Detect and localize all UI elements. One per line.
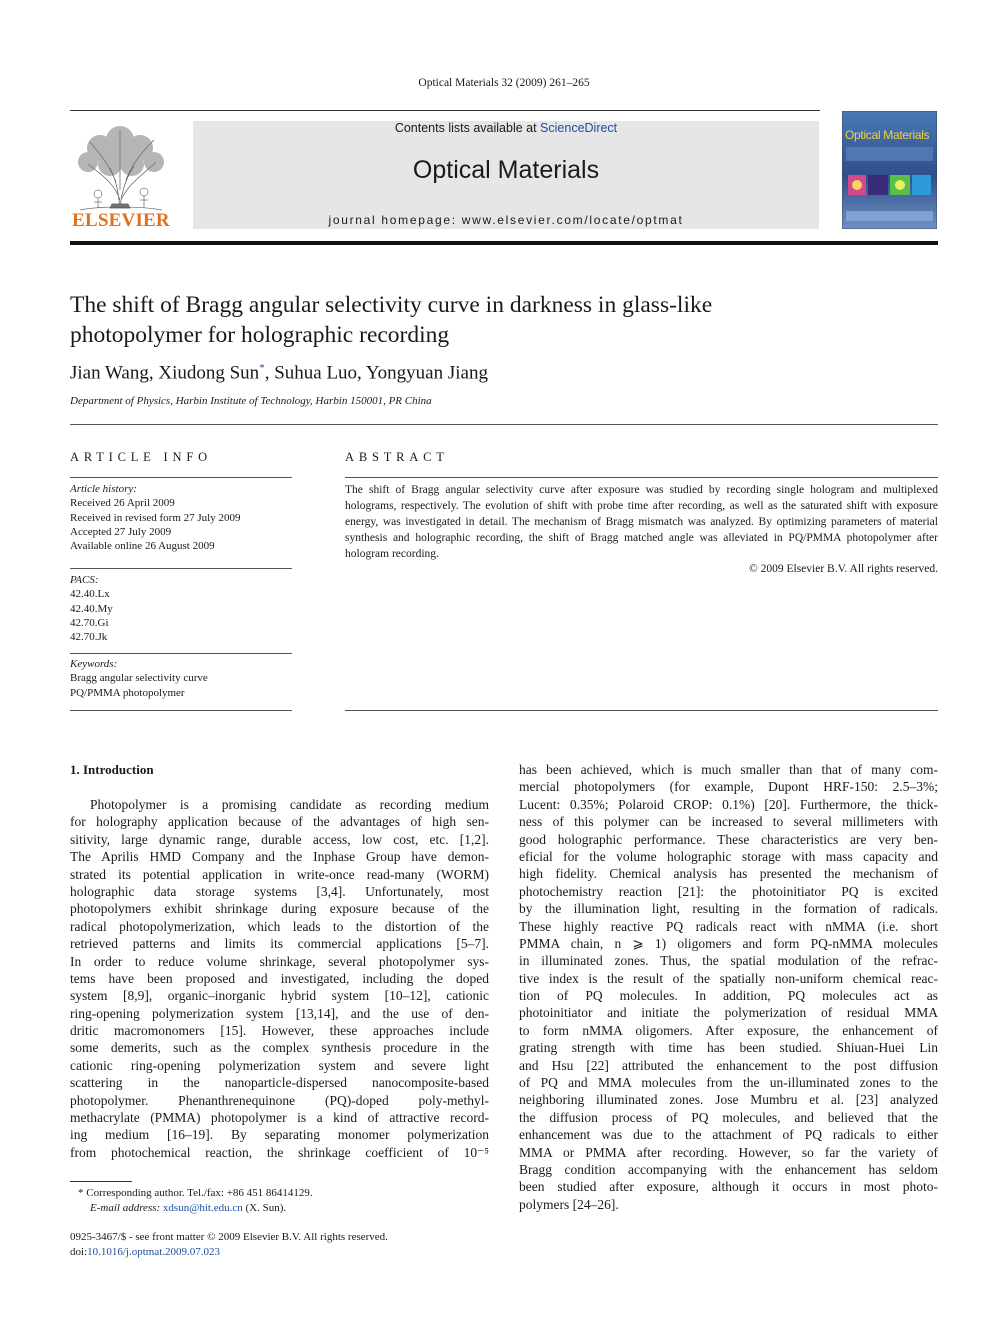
history-item: Accepted 27 July 2009 bbox=[70, 525, 172, 538]
history-item: Received in revised form 27 July 2009 bbox=[70, 511, 241, 524]
email-suffix: (X. Sun). bbox=[242, 1201, 287, 1214]
keywords-list bbox=[70, 657, 292, 700]
body-text-line: Photopolymer is a promising candidate as recording medium bbox=[90, 797, 489, 812]
header-rule bbox=[70, 110, 820, 111]
affiliation: Department of Physics, Harbin Institute of Technology, Harbin 150001, PR China bbox=[70, 395, 432, 407]
article-info-heading: ARTICLE INFO bbox=[70, 450, 212, 464]
body-text-line: cationic ring-opening polymerization system and severe light bbox=[70, 1057, 489, 1073]
keywords-label: Keywords: bbox=[70, 658, 118, 670]
body-text-line: system [8,9], organic–inorganic hybrid system [10–12], cationic bbox=[70, 988, 489, 1004]
body-text-line: high fidelity. Chemical analysis has presented the mechanism of bbox=[519, 866, 938, 882]
body-text-line: methacrylate (PMMA) photopolymer is a kind of attractive record- bbox=[70, 1110, 489, 1126]
doi-link[interactable]: 10.1016/j.optmat.2009.07.023 bbox=[87, 1245, 221, 1258]
journal-name: Optical Materials bbox=[412, 156, 600, 184]
body-text-line: mercial photopolymers (for example, Dupont HRF-150: 2.5–3%; bbox=[519, 779, 938, 795]
body-text-line: for holography application because of the advantages of high sen- bbox=[70, 814, 489, 830]
footnote-corresponding: * Corresponding author. Tel./fax: +86 451 86414129. bbox=[78, 1187, 313, 1199]
pacs-item: 42.70.Gi bbox=[70, 616, 109, 629]
body-text-line: and Hsu [22] attributed the enhancement to the post diffusion bbox=[519, 1057, 938, 1073]
body-column-right bbox=[519, 761, 938, 1213]
author-list bbox=[70, 362, 870, 384]
body-text-line: These highly reactive PQ radicals react with nMMA (i.e. short bbox=[519, 918, 938, 934]
body-text-line: tion of PQ molecules. In addition, PQ molecules act as bbox=[519, 988, 938, 1004]
running-head: Optical Materials 32 (2009) 261–265 bbox=[418, 77, 590, 89]
body-text-line: polymers [24–26]. bbox=[519, 1196, 619, 1212]
divider bbox=[345, 710, 938, 711]
divider bbox=[70, 653, 292, 654]
body-text-line: strated its potential application in write-once read-many (WORM) bbox=[70, 866, 489, 882]
contents-line bbox=[193, 121, 819, 135]
history-item: Available online 26 August 2009 bbox=[70, 540, 215, 553]
body-text-line: been studied after exposure, although it occurs in most photo- bbox=[519, 1179, 938, 1195]
body-text-line: retrieved patterns and limits its commercial applications [5–7]. bbox=[70, 936, 489, 952]
sciencedirect-link[interactable]: ScienceDirect bbox=[540, 121, 618, 135]
email-link[interactable]: xdsun@hit.edu.cn bbox=[162, 1201, 243, 1214]
authors-first: Jian Wang, Xiudong Sun bbox=[70, 362, 260, 384]
body-text-line: ring-opening polymerization system [13,14], and the use of den- bbox=[70, 1005, 489, 1021]
body-text-line: The Aprilis HMD Company and the Inphase Group have demon- bbox=[70, 849, 489, 865]
homepage-url-link[interactable]: www.elsevier.com/locate/optmat bbox=[461, 213, 684, 227]
body-text-line: good holographic performance. These characteristics are very ben- bbox=[519, 831, 938, 847]
body-text-line: photochemistry reaction [21]: the photoinitiator PQ is excited bbox=[519, 883, 938, 899]
corresponding-author-mark[interactable]: * bbox=[259, 362, 265, 374]
body-text-line: photopolymer. Phenanthrenequinone (PQ)-doped poly-methyl- bbox=[70, 1092, 489, 1108]
article-title-line: photopolymer for holographic recording bbox=[70, 322, 450, 348]
body-text-line: by the illumination light, resulting in the formation of radicals. bbox=[519, 901, 938, 917]
history-item: Received 26 April 2009 bbox=[70, 497, 175, 510]
article-title-line: The shift of Bragg angular selectivity curve in darkness in glass-like bbox=[70, 292, 713, 318]
pacs-list bbox=[70, 573, 292, 644]
body-text-line: neighboring illuminated zones. Jose Mumbru et al. [23] analyzed bbox=[519, 1092, 938, 1108]
body-text-line: radical photopolymerization, which leads to the distortion of the bbox=[70, 918, 489, 934]
body-text-line: some demerits, such as the complex synthesis procedure in the bbox=[70, 1040, 489, 1056]
body-text-line: grating strength with time has been studied. Shiuan-Huei Lin bbox=[519, 1040, 938, 1056]
body-text-line: tems have been proposed and investigated, including the doped bbox=[70, 970, 489, 986]
body-text-line: sitivity, large dynamic range, durable access, low cost, etc. [1,2]. bbox=[70, 831, 489, 847]
footnote bbox=[70, 1186, 490, 1215]
divider bbox=[70, 710, 292, 711]
cover-title: Optical Materials bbox=[845, 128, 930, 142]
body-text-line: holographic data storage systems [3,4]. Unfortunately, most bbox=[70, 883, 489, 899]
publication-info bbox=[70, 1230, 570, 1259]
elsevier-wordmark: ELSEVIER bbox=[72, 210, 170, 231]
divider bbox=[70, 424, 938, 425]
section-heading-introduction: 1. Introduction bbox=[70, 762, 154, 777]
body-text-line: In order to reduce volume shrinkage, several photopolymer sys- bbox=[70, 953, 489, 969]
pacs-item: 42.40.My bbox=[70, 602, 113, 615]
body-text-line: scattering in the nanoparticle-dispersed nanocomposite-based bbox=[70, 1075, 489, 1091]
body-text-line: of PQ and MMA molecules from the un-illuminated zones to the bbox=[519, 1075, 938, 1091]
body-text-line: ing medium [16–19]. By separating monomer polymerization bbox=[70, 1127, 489, 1143]
divider bbox=[70, 477, 292, 478]
abstract-heading: ABSTRACT bbox=[345, 450, 449, 464]
body-text-line: from photochemical reaction, the shrinkage coefficient of 10⁻⁵ bbox=[70, 1144, 489, 1160]
body-text-line: Lucent: 0.35%; Polaroid CROP: 0.1%) [20]. Furthermore, the thick- bbox=[519, 796, 938, 812]
contents-prefix: Contents lists available at bbox=[394, 121, 541, 135]
abstract-text: The shift of Bragg angular selectivity curve after exposure was studied by recording single hologram and multiplexed holograms, respectively. The evolution of shift with probe time after recording, as well as the saturated shift with exposure energy, was investigated in detail. The mechanism of Bragg mismatch was analyzed. By optimizing parameters of material synthesis and holographic recording, the shift of Bragg matched angle was alleviated in PQ/PMMA photopolymer after hologram recording. bbox=[345, 484, 938, 560]
issn-line: 0925-3467/$ - see front matter © 2009 Elsevier B.V. All rights reserved. bbox=[70, 1231, 388, 1243]
doi-label: doi: bbox=[70, 1245, 88, 1258]
pacs-label: PACS: bbox=[70, 574, 99, 586]
body-text-line: MMA or PMMA after recording. However, so far the variety of bbox=[519, 1144, 938, 1160]
article-title bbox=[70, 290, 930, 350]
history-label: Article history: bbox=[70, 483, 137, 495]
body-text-line: photoinitiator and initiate the polymerization of residual MMA bbox=[519, 1005, 938, 1021]
pacs-item: 42.70.Jk bbox=[70, 631, 108, 644]
authors-rest: , Suhua Luo, Yongyuan Jiang bbox=[264, 362, 488, 384]
body-text-line: tive index is the result of the spatially non-uniform chemical reac- bbox=[519, 970, 938, 986]
body-text-line: photopolymers exhibit shrinkage during exposure because of the bbox=[70, 901, 489, 917]
body-text-line: enhancement was due to the attachment of PQ radicals to either bbox=[519, 1127, 938, 1143]
keyword-item: PQ/PMMA photopolymer bbox=[70, 686, 185, 699]
body-text-line: to form nMMA oligomers. After exposure, the enhancement of bbox=[519, 1022, 938, 1038]
body-text-line: the diffusion process of PQ molecules, and believed that the bbox=[519, 1109, 938, 1125]
body-text-line: PMMA chain, n ⩾ 1) oligomers and form PQ-nMMA molecules bbox=[519, 935, 938, 951]
divider bbox=[345, 477, 938, 478]
pacs-item: 42.40.Lx bbox=[70, 588, 110, 601]
body-text-line: has been achieved, which is much smaller than that of many com- bbox=[519, 762, 938, 777]
body-text-line: dritic macromonomers [15]. However, these approaches include bbox=[70, 1023, 489, 1039]
doi-line bbox=[70, 1245, 570, 1260]
journal-homepage bbox=[193, 213, 819, 227]
email-label: E-mail address: bbox=[90, 1201, 163, 1214]
divider bbox=[70, 568, 292, 569]
body-text-line: Bragg condition accompanying with the enhancement has seldom bbox=[519, 1161, 938, 1177]
article-history bbox=[70, 482, 292, 553]
keyword-item: Bragg angular selectivity curve bbox=[70, 672, 208, 685]
abstract-copyright: © 2009 Elsevier B.V. All rights reserved. bbox=[749, 563, 938, 575]
body-column-left bbox=[70, 796, 489, 1161]
body-text-line: in illuminated zones. Thus, the spatial modulation of the refrac- bbox=[519, 953, 938, 969]
footnote-email-line bbox=[70, 1201, 490, 1216]
body-text-line: ness of this polymer can be increased to several millimeters with bbox=[519, 814, 938, 830]
body-text-line: eficial for the volume holographic storage with mass capacity and bbox=[519, 848, 938, 864]
header-rule-thick bbox=[70, 241, 938, 245]
homepage-prefix: journal homepage: bbox=[328, 213, 462, 227]
footnote-rule bbox=[70, 1181, 132, 1182]
